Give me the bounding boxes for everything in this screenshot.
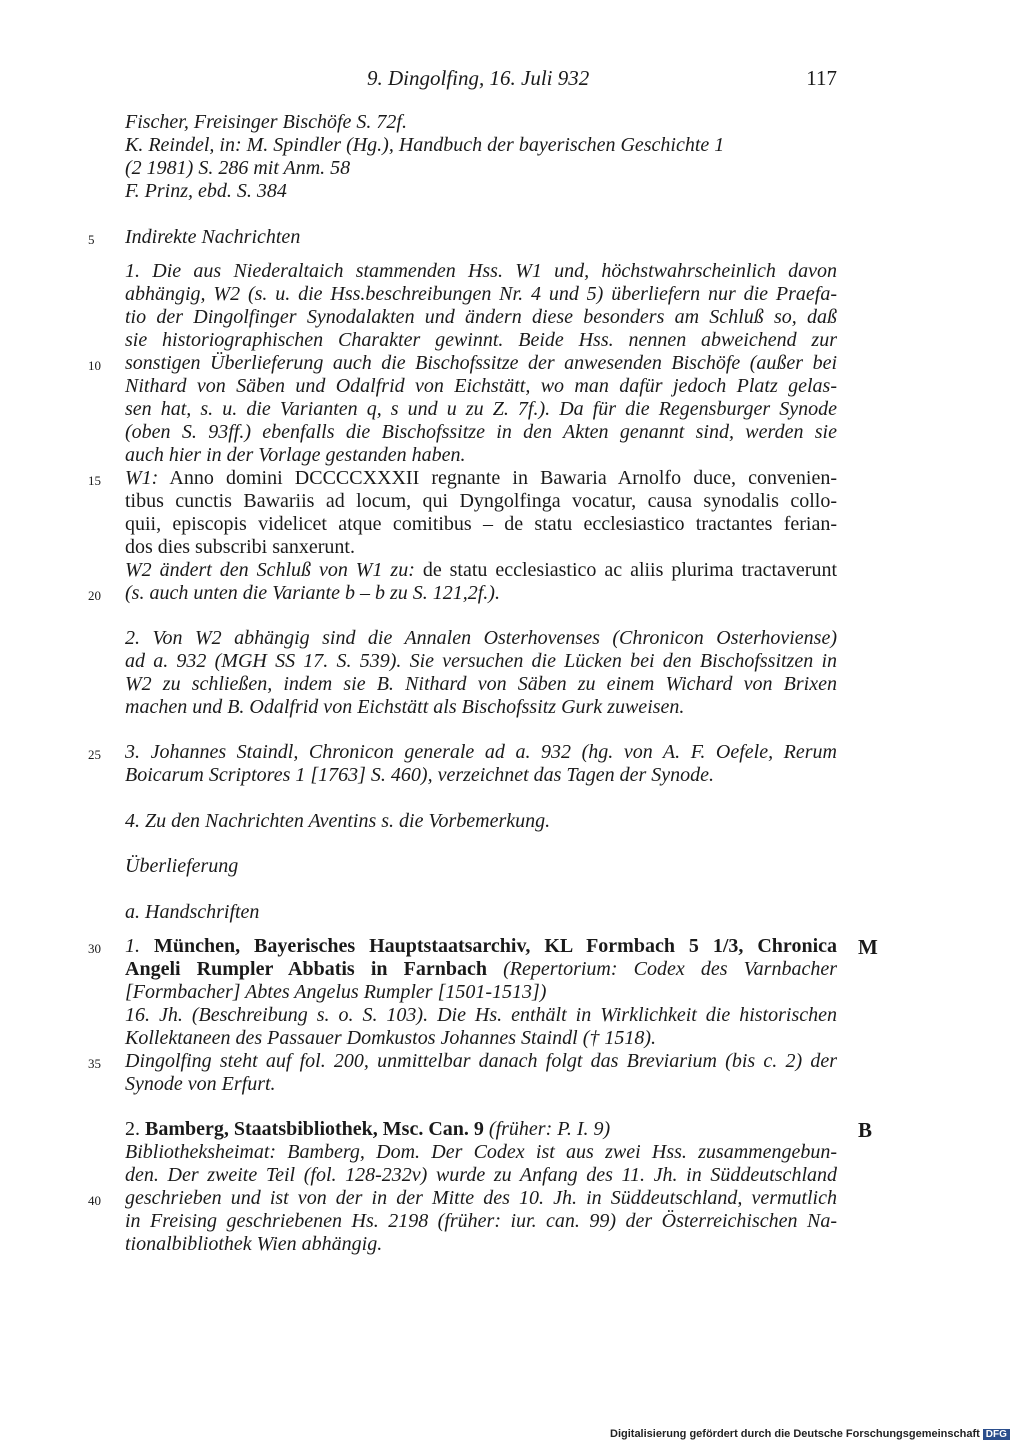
para1-line: Nithard von Säben und Odalfrid von Eichstätt, wo man dafür jedoch Platz gelas- [125,375,837,397]
section-heading-tradition: Überlieferung [125,855,239,877]
ms1-line: Synode von Erfurt. [125,1073,276,1095]
ms1-title-cont: Angeli Rumpler Abbatis in Farnbach [125,958,487,980]
w1-line: quii, episcopis videlicet atque comitibus – de statu ecclesiastico tractantes ferian- [125,513,837,535]
ms1-line [125,935,837,958]
para4-line: 4. Zu den Nachrichten Aventins s. die Vorbemerkung. [125,810,551,832]
line-number: 20 [88,588,101,603]
para2-line: 2. Von W2 abhängig sind die Annalen Osterhovenses (Chronicon Osterhoviense) [125,627,837,649]
section-heading-indirect: Indirekte Nachrichten [125,226,301,248]
para2-line: machen und B. Odalfrid von Eichstätt als Bischofssitz Gurk zuweisen. [125,696,685,718]
literature-line: (2 1981) S. 286 mit Anm. 58 [125,157,351,179]
w1-line [125,467,837,490]
w2-line [125,559,837,582]
ms2-line: in Freising geschriebenen Hs. 2198 (früher: iur. can. 99) der Österreichischen Na- [125,1210,837,1232]
ms1-line [125,958,837,981]
ms1-number: 1. [125,935,140,957]
ms1-line: Kollektaneen des Passauer Domkustos Johannes Staindl († 1518). [125,1027,657,1049]
section-heading-manuscripts: a. Handschriften [125,901,260,923]
ms2-former: (früher: P. I. 9) [488,1118,611,1140]
ms1-title: München, Bayerisches Hauptstaatsarchiv, KL Formbach 5 1/3, Chronica [153,935,837,957]
line-number: 5 [88,232,95,247]
literature-line: F. Prinz, ebd. S. 384 [125,180,287,202]
para3-line: Boicarum Scriptores 1 [1763] S. 460), verzeichnet das Tagen der Synode. [125,764,715,786]
page-number: 117 [806,66,837,90]
ms2-line: geschrieben und ist von der in der Mitte des 10. Jh. in Süddeutschland, vermutlich [125,1187,837,1209]
siglum-m: M [858,935,878,959]
dfg-logo: DFG [983,1429,1010,1440]
ms2-title: Bamberg, Staatsbibliothek, Msc. Can. 9 [145,1118,484,1140]
credit-text: Digitalisierung gefördert durch die Deutsche Forschungsgemeinschaft [610,1428,980,1440]
header-title: 9. Dingolfing, 16. Juli 932 [367,66,590,90]
w1-label: W1: [125,467,159,489]
w1-line: dos dies subscribi sanxerunt. [125,536,355,558]
para2-line: W2 zu schließen, indem sie B. Nithard von Säben zu einem Wichard von Brixen [125,673,837,695]
para1-line: abhängig, W2 (s. u. die Hss.beschreibungen Nr. 4 und 5) überliefern nur die Praefa- [125,283,837,305]
para1-line: sen hat, s. u. die Varianten q, s und u zu Z. 7f.). Da für die Regensburger Synode [125,398,837,420]
line-number: 40 [88,1193,101,1208]
ms2-line: den. Der zweite Teil (fol. 128-232v) wurde zu Anfang des 11. Jh. in Süddeutschland [125,1164,837,1186]
line-number: 10 [88,358,101,373]
para3-line: 3. Johannes Staindl, Chronicon generale ad a. 932 (hg. von A. F. Oefele, Rerum [125,741,837,763]
w1-text: Anno domini DCCCCXXXII regnante in Bawaria Arnolfo duce, convenien- [169,467,837,489]
ms2-number: 2. [125,1118,140,1140]
w1-line: tibus cunctis Bawariis ad locum, qui Dyngolfinga vocatur, causa synodalis collo- [125,490,837,512]
para2-line: ad a. 932 (MGH SS 17. S. 539). Sie versuchen die Lücken bei den Bischofssitzen in [125,650,837,672]
ms1-line: [Formbacher] Abtes Angelus Rumpler [1501-1513]) [125,981,547,1003]
line-number: 15 [88,473,101,488]
para1-line: tio der Dingolfinger Synodalakten und ändern diese besonders am Schluß so, daß [125,306,837,328]
line-number: 25 [88,747,101,762]
literature-line: Fischer, Freisinger Bischöfe S. 72f. [125,111,407,133]
w2-quote: de statu ecclesiastico ac aliis plurima tractaverunt [422,559,837,581]
ms1-repertorium: (Repertorium: Codex des Varnbacher [503,958,837,980]
para1-line: sie historiographischen Charakter gewinnt. Beide Hss. nennen abweichend zur [125,329,837,351]
siglum-b: B [858,1118,873,1142]
w2-line: (s. auch unten die Variante b – b zu S. 121,2f.). [125,582,500,604]
para1-line: 1. Die aus Niederaltaich stammenden Hss. W1 und, höchstwahrscheinlich davon [125,260,837,282]
para1-line: auch hier in der Vorlage gestanden haben. [125,444,466,466]
ms2-line: tionalbibliothek Wien abhängig. [125,1233,383,1255]
ms2-line: Bibliotheksheimat: Bamberg, Dom. Der Codex ist aus zwei Hss. zusammengebun- [125,1141,837,1163]
para1-line: sonstigen Überlieferung auch die Bischofssitze der anwesenden Bischöfe (außer bei [125,352,837,374]
line-number: 35 [88,1056,101,1071]
literature-line: K. Reindel, in: M. Spindler (Hg.), Handbuch der bayerischen Geschichte 1 [125,134,725,156]
digitization-credit [610,1428,1007,1446]
w2-intro: W2 ändert den Schluß von W1 zu: [125,559,415,581]
running-header [125,66,837,92]
line-number: 30 [88,941,101,956]
ms2-line [125,1118,837,1141]
ms1-line: 16. Jh. (Beschreibung s. o. S. 103). Die Hs. enthält in Wirklichkeit die historischen [125,1004,837,1026]
para1-line: (oben S. 93ff.) ebenfalls die Bischofssitze in den Akten genannt sind, werden sie [125,421,837,443]
ms1-line: Dingolfing steht auf fol. 200, unmittelbar danach folgt das Breviarium (bis c. 2) der [125,1050,837,1072]
